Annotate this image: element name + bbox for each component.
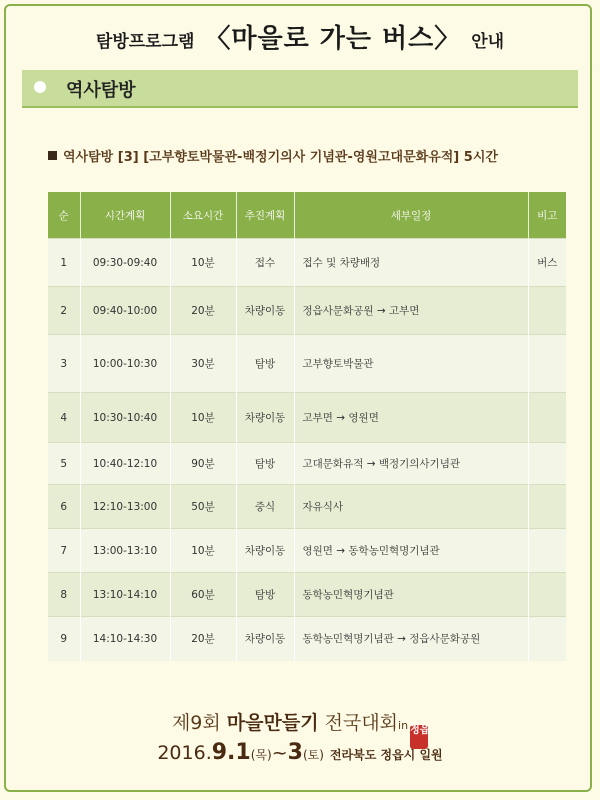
cell-no: 3 [48,335,80,393]
program-title [48,146,498,165]
header-cell: 소요시간 [170,192,236,239]
cell-plan: 접수 [236,239,294,287]
cell-note [528,485,566,529]
cell-duration: 10분 [170,529,236,573]
schedule-table [48,192,566,661]
section-header [22,70,578,108]
cell-plan: 차량이동 [236,529,294,573]
cell-note [528,335,566,393]
table-row [48,443,566,485]
cell-duration: 10분 [170,239,236,287]
header-cell: 비고 [528,192,566,239]
cell-no: 9 [48,617,80,661]
cell-duration: 20분 [170,617,236,661]
cell-time: 10:40-12:10 [80,443,170,485]
cell-no: 4 [48,393,80,443]
cell-duration: 30분 [170,335,236,393]
cell-detail: 동학농민혁명기념관 → 정읍사문화공원 [294,617,528,661]
table-row [48,287,566,335]
cell-time: 09:30-09:40 [80,239,170,287]
cell-plan: 탐방 [236,573,294,617]
cell-plan: 탐방 [236,443,294,485]
cell-detail: 동학농민혁명기념관 [294,573,528,617]
jeongeup-seal-icon: 정읍 [410,725,428,749]
header-cell: 추진계획 [236,192,294,239]
cell-time: 13:10-14:10 [80,573,170,617]
section-title: 역사탐방 [66,80,136,101]
table-row [48,573,566,617]
cell-no: 8 [48,573,80,617]
date-start: 9.1 [211,740,251,765]
cell-detail: 영원면 → 동학농민혁명기념관 [294,529,528,573]
cell-plan: 차량이동 [236,393,294,443]
cell-note [528,443,566,485]
cell-note [528,617,566,661]
event-edition: 제9회 [171,712,221,734]
cell-no: 2 [48,287,80,335]
date-start-day: (목) [250,748,272,762]
cell-duration: 90분 [170,443,236,485]
cell-note [528,529,566,573]
cell-detail: 고부향토박물관 [294,335,528,393]
table-row [48,617,566,661]
cell-time: 10:00-10:30 [80,335,170,393]
cell-detail: 고대문화유적 → 백정기의사기념관 [294,443,528,485]
cell-detail: 접수 및 차량배정 [294,239,528,287]
cell-plan: 차량이동 [236,617,294,661]
table-row [48,485,566,529]
table-row [48,529,566,573]
header-cell: 세부일정 [294,192,528,239]
cell-note [528,287,566,335]
title-main: 〈마을로 가는 버스〉 [204,24,462,54]
cell-plan: 차량이동 [236,287,294,335]
date-tilde: ~ [271,742,288,764]
header-cell: 순 [48,192,80,239]
date-end: 3 [287,740,303,765]
cell-duration: 20분 [170,287,236,335]
event-date [0,740,600,765]
header-cell: 시간계획 [80,192,170,239]
event-brand: 마을만들기 [226,712,319,734]
title-prefix: 탐방프로그램 [95,32,195,52]
cell-duration: 60분 [170,573,236,617]
cell-duration: 10분 [170,393,236,443]
cell-note [528,573,566,617]
cell-detail: 자유식사 [294,485,528,529]
date-end-day: (토) [302,748,324,762]
cell-detail: 고부면 → 영원면 [294,393,528,443]
table-header-row [48,192,566,239]
cell-no: 1 [48,239,80,287]
cell-no: 6 [48,485,80,529]
table-row [48,393,566,443]
cell-detail: 정읍사문화공원 → 고부면 [294,287,528,335]
table-row [48,239,566,287]
square-bullet-icon [48,151,57,160]
cell-time: 09:40-10:00 [80,287,170,335]
cell-time: 14:10-14:30 [80,617,170,661]
cell-plan: 탐방 [236,335,294,393]
title-suffix: 안내 [471,32,505,52]
cell-no: 7 [48,529,80,573]
date-year: 2016. [157,742,212,764]
cell-time: 10:30-10:40 [80,393,170,443]
event-location: 전라북도 정읍시 일원 [329,748,443,762]
event-in: in [398,719,409,732]
page-title [0,18,600,55]
table-row [48,335,566,393]
cell-time: 13:00-13:10 [80,529,170,573]
cell-note [528,393,566,443]
cell-duration: 50분 [170,485,236,529]
cell-no: 5 [48,443,80,485]
bullet-icon [34,81,46,93]
program-title-text: 역사탐방 [3] [고부향토박물관-백정기의사 기념관-영원고대문화유적] 5시간 [63,150,498,165]
cell-note: 버스 [528,239,566,287]
event-type: 전국대회 [324,712,399,734]
cell-plan: 중식 [236,485,294,529]
cell-time: 12:10-13:00 [80,485,170,529]
